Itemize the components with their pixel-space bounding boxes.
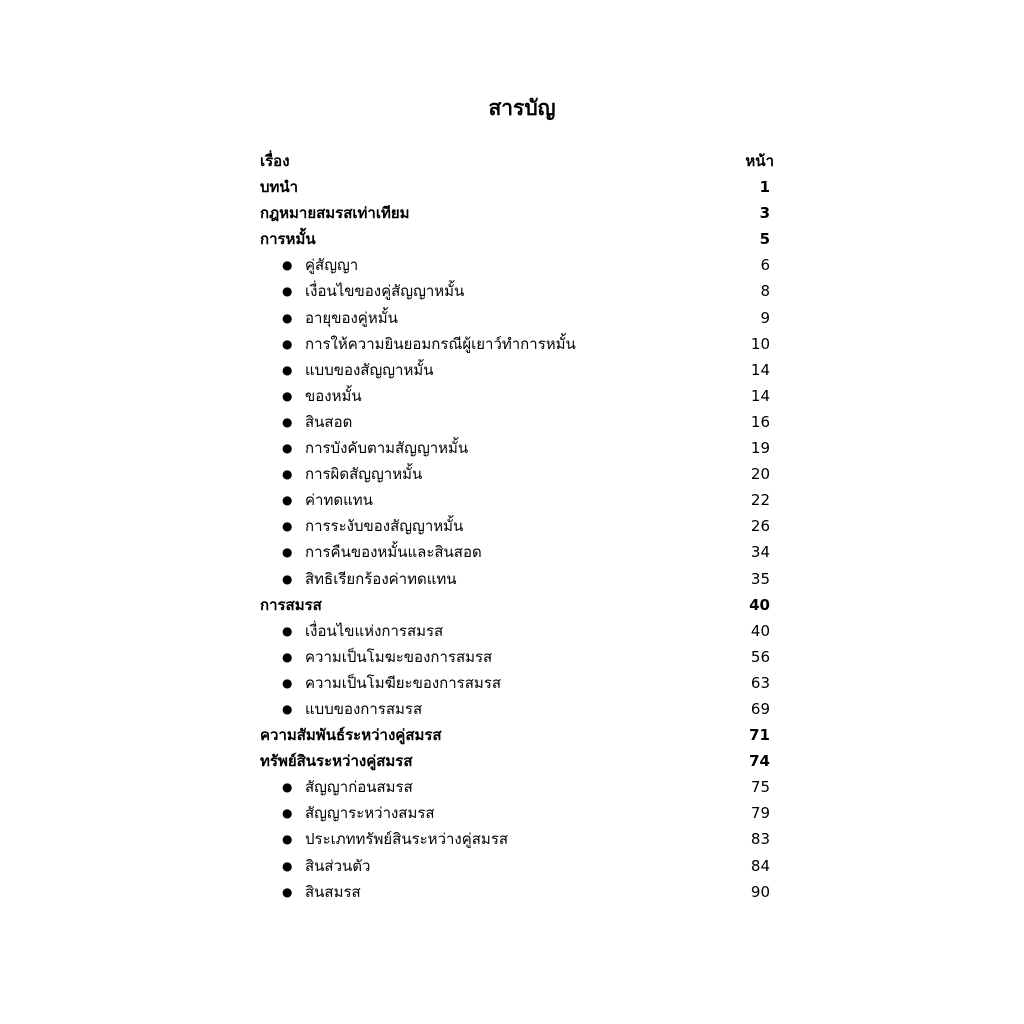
toc-entry-page: 16: [750, 412, 770, 431]
toc-entry-label: บทนำ: [260, 178, 299, 197]
toc-entry-page: 14: [750, 386, 770, 405]
bullet-icon: ●: [282, 441, 293, 456]
toc-entry-page: 26: [750, 517, 770, 536]
toc-entry-label: อายุของคู่หมั้น: [305, 308, 398, 327]
toc-entry-page: 71: [749, 726, 770, 745]
toc-subsection: [260, 487, 780, 513]
toc-entry-page: 40: [749, 595, 770, 614]
toc-subsection: [260, 252, 780, 278]
toc-entry-label: สิทธิเรียกร้องค่าทดแทน: [305, 569, 457, 588]
toc-subsection: [260, 278, 780, 304]
toc-entry-label: คู่สัญญา: [305, 256, 359, 275]
toc-entry-page: 19: [750, 439, 770, 458]
bullet-icon: ●: [282, 310, 293, 325]
toc-entry-label: การระงับของสัญญาหมั้น: [305, 517, 464, 536]
toc-entry-page: 8: [760, 282, 770, 301]
toc-entry-label: สัญญาระหว่างสมรส: [305, 804, 435, 823]
toc-entry-page: 75: [750, 778, 770, 797]
toc-subsection: [260, 774, 780, 800]
toc-entry-label: ค่าทดแทน: [305, 491, 373, 510]
bullet-icon: ●: [282, 884, 293, 899]
bullet-icon: ●: [282, 675, 293, 690]
toc-entry-page: 83: [750, 830, 770, 849]
toc-entry-label: ของหมั้น: [305, 386, 362, 405]
toc-entry-page: 5: [759, 230, 770, 249]
table-of-contents: [260, 148, 780, 905]
bullet-icon: ●: [282, 806, 293, 821]
toc-header-page: หน้า: [745, 152, 774, 170]
toc-subsection: [260, 618, 780, 644]
toc-entry-label: ความเป็นโมฆะของการสมรส: [305, 647, 493, 666]
toc-entries: [260, 174, 780, 905]
bullet-icon: ●: [282, 780, 293, 795]
bullet-icon: ●: [282, 858, 293, 873]
toc-entry-label: แบบของสัญญาหมั้น: [305, 360, 434, 379]
toc-entry-page: 20: [750, 465, 770, 484]
toc-entry-page: 56: [750, 647, 770, 666]
toc-subsection: [260, 513, 780, 539]
toc-entry-label: สินสมรส: [305, 882, 361, 901]
bullet-icon: ●: [282, 362, 293, 377]
bullet-icon: ●: [282, 336, 293, 351]
bullet-icon: ●: [282, 701, 293, 716]
toc-entry-label: สินส่วนตัว: [305, 856, 371, 875]
toc-section: [260, 748, 780, 774]
bullet-icon: ●: [282, 467, 293, 482]
toc-subsection: [260, 670, 780, 696]
toc-subsection: [260, 357, 780, 383]
toc-section: [260, 592, 780, 618]
bullet-icon: ●: [282, 623, 293, 638]
toc-entry-page: 84: [750, 856, 770, 875]
toc-subsection: [260, 383, 780, 409]
toc-entry-page: 3: [759, 204, 770, 223]
bullet-icon: ●: [282, 649, 293, 664]
bullet-icon: ●: [282, 388, 293, 403]
toc-entry-label: การให้ความยินยอมกรณีผู้เยาว์ทำการหมั้น: [305, 334, 576, 353]
toc-entry-page: 10: [750, 334, 770, 353]
toc-entry-page: 63: [750, 673, 770, 692]
toc-entry-page: 6: [760, 256, 770, 275]
toc-entry-page: 40: [750, 621, 770, 640]
bullet-icon: ●: [282, 284, 293, 299]
toc-subsection: [260, 800, 780, 826]
bullet-icon: ●: [282, 545, 293, 560]
toc-subsection: [260, 644, 780, 670]
bullet-icon: ●: [282, 414, 293, 429]
toc-entry-page: 1: [759, 178, 770, 197]
toc-subsection: [260, 409, 780, 435]
toc-entry-page: 22: [750, 491, 770, 510]
bullet-icon: ●: [282, 519, 293, 534]
toc-entry-page: 34: [750, 543, 770, 562]
toc-subsection: [260, 566, 780, 592]
bullet-icon: ●: [282, 832, 293, 847]
toc-entry-label: สินสอด: [305, 412, 353, 431]
page-title: สารบัญ: [488, 96, 556, 120]
toc-entry-label: เงื่อนไขของคู่สัญญาหมั้น: [305, 282, 465, 301]
toc-entry-label: ความสัมพันธ์ระหว่างคู่สมรส: [260, 726, 442, 745]
toc-entry-label: การหมั้น: [260, 230, 316, 249]
toc-entry-label: สัญญาก่อนสมรส: [305, 778, 413, 797]
toc-section: [260, 722, 780, 748]
toc-entry-page: 9: [760, 308, 770, 327]
toc-entry-label: ประเภททรัพย์สินระหว่างคู่สมรส: [305, 830, 509, 849]
bullet-icon: ●: [282, 493, 293, 508]
toc-subsection: [260, 826, 780, 852]
toc-subsection: [260, 331, 780, 357]
toc-entry-page: 35: [750, 569, 770, 588]
toc-subsection: [260, 435, 780, 461]
toc-section: [260, 174, 780, 200]
toc-subsection: [260, 305, 780, 331]
toc-section: [260, 226, 780, 252]
toc-entry-label: การคืนของหมั้นและสินสอด: [305, 543, 482, 562]
toc-entry-label: ทรัพย์สินระหว่างคู่สมรส: [260, 752, 413, 771]
bullet-icon: ●: [282, 571, 293, 586]
toc-entry-label: การบังคับตามสัญญาหมั้น: [305, 439, 469, 458]
bullet-icon: ●: [282, 258, 293, 273]
toc-entry-page: 69: [750, 699, 770, 718]
toc-entry-page: 79: [750, 804, 770, 823]
toc-subsection: [260, 853, 780, 879]
toc-entry-page: 74: [749, 752, 770, 771]
toc-subsection: [260, 696, 780, 722]
toc-header: [260, 148, 780, 174]
toc-subsection: [260, 461, 780, 487]
toc-section: [260, 200, 780, 226]
toc-entry-label: กฎหมายสมรสเท่าเทียม: [260, 204, 410, 223]
toc-entry-label: การผิดสัญญาหมั้น: [305, 465, 423, 484]
toc-entry-label: แบบของการสมรส: [305, 699, 423, 718]
toc-entry-label: ความเป็นโมฆียะของการสมรส: [305, 673, 501, 692]
toc-subsection: [260, 539, 780, 565]
toc-entry-label: เงื่อนไขแห่งการสมรส: [305, 621, 444, 640]
toc-entry-page: 14: [750, 360, 770, 379]
toc-subsection: [260, 879, 780, 905]
toc-entry-label: การสมรส: [260, 595, 322, 614]
toc-entry-page: 90: [750, 882, 770, 901]
toc-header-topic: เรื่อง: [260, 152, 290, 170]
